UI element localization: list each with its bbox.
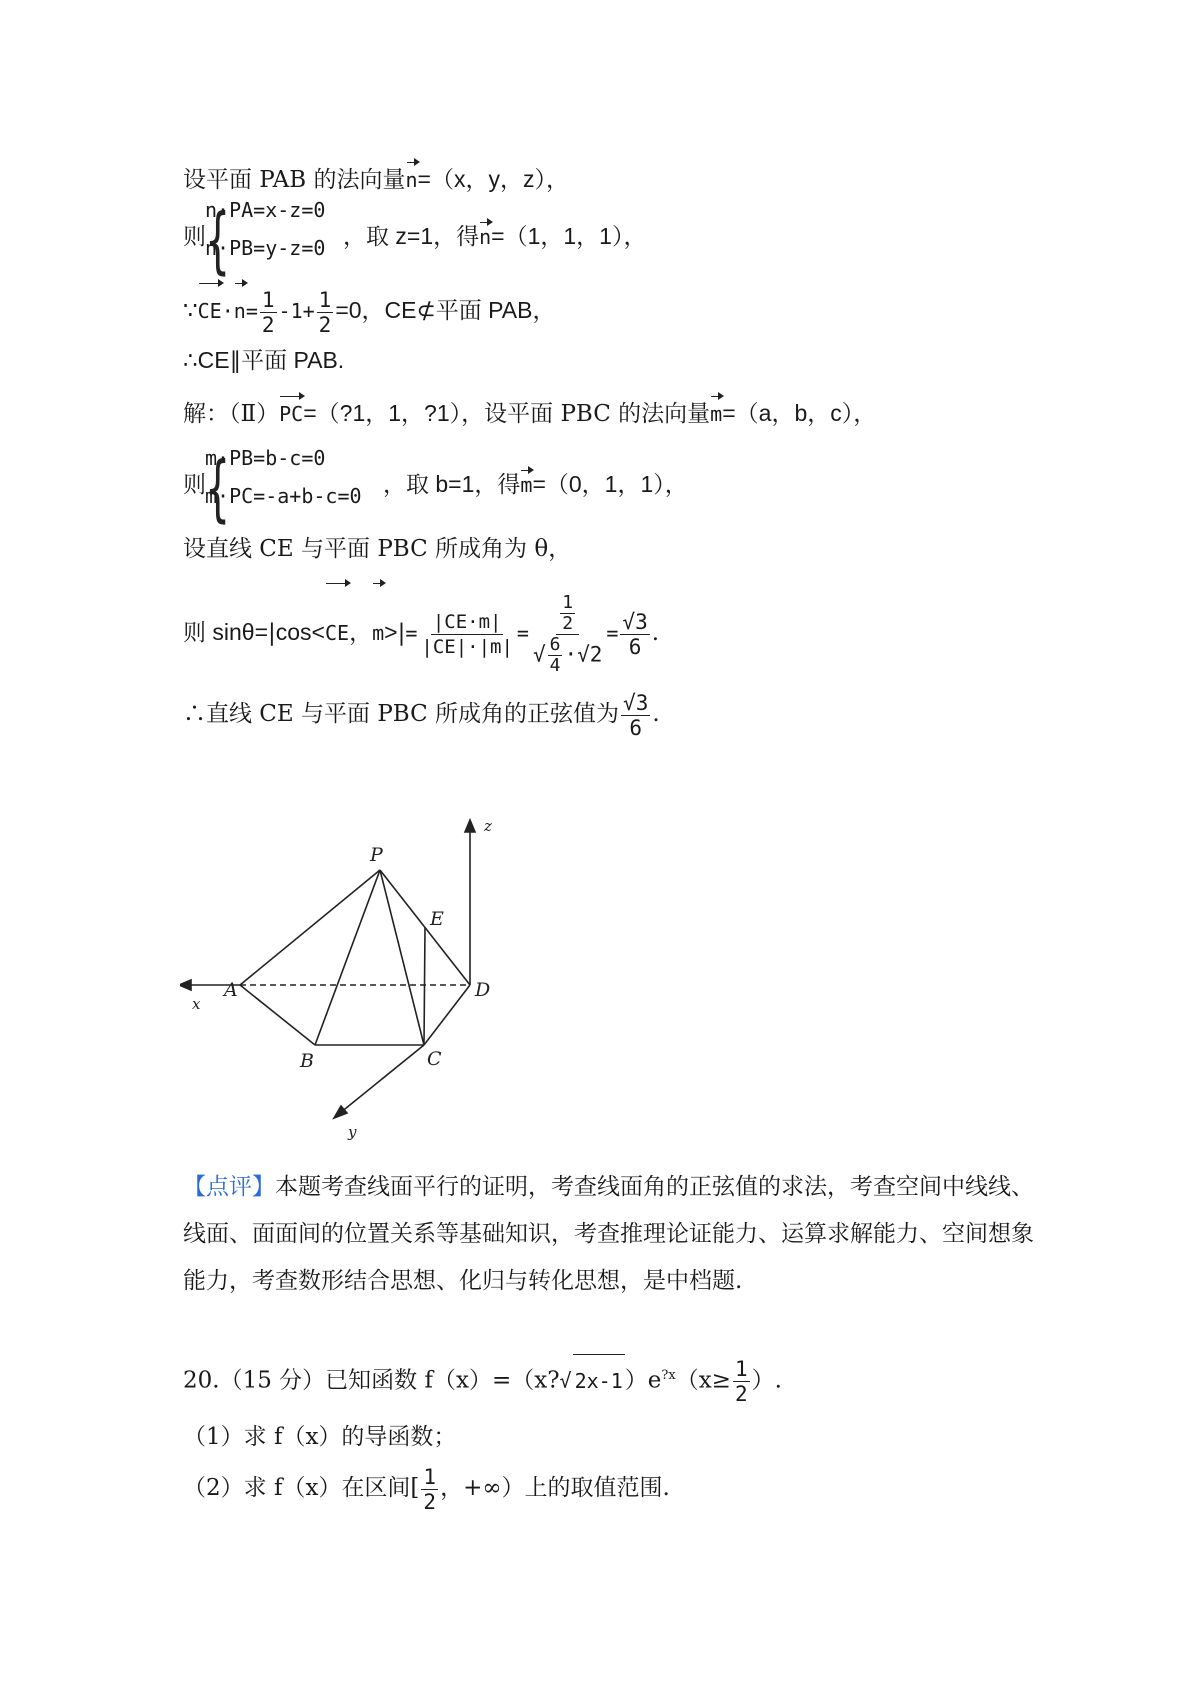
denominator: 6 [629,715,643,740]
denominator: 2 [261,312,275,337]
fraction [548,635,563,676]
problem-20-statement: 20.（15 分）已知函数 f（x）=（x?√ $2x-1)e^{?x}(x\ge$ $\frac{1}{2}$ ）. [183,1350,782,1407]
equation: n·PB=y-z=0 [205,236,326,260]
fraction [317,288,334,337]
text: （x≥ [675,1367,731,1394]
label-p: P [370,844,383,866]
vector-m: m [372,586,384,681]
label-d: D [475,979,491,1001]
text: = [405,621,418,645]
fraction [620,610,649,659]
text: ，取 z=1，得 [343,223,480,249]
text: ? [547,1367,560,1394]
edge-cd [424,985,470,1045]
equation: n·PA=x-z=0 [205,198,326,222]
label-a: A [224,979,238,1001]
numerator: 6 [549,633,561,655]
problem-20-part-2 [183,1462,670,1514]
text: cos< [275,619,325,645]
equation: m·PC=-a+b-c=0 [205,484,362,508]
vector-n: n [479,225,492,249]
line-conclusion [183,688,660,740]
text: ， [349,620,373,646]
text-group [383,466,688,499]
y-axis [340,1045,424,1113]
fraction [733,1357,750,1406]
line-part-2 [183,398,876,429]
text: ?1，1，?1） [339,400,462,426]
text: ，+∞）上的取值范围. [440,1475,670,1501]
fraction [560,593,575,634]
vector-pc: PC [279,399,303,429]
line-ce-dot-n [183,285,555,337]
label-x-axis: x [192,995,201,1013]
text: ，取 b=1，得 [383,471,521,497]
vector-m: m [520,473,533,497]
text-group [343,218,646,251]
fraction [621,691,650,740]
line-normal-vector-pab [183,164,569,195]
denominator: 2 [423,1489,437,1514]
y-arrow-icon [334,1106,347,1118]
text: ，设平面 PBC 的法向量 [461,401,711,427]
vector-ce: CE [198,286,222,336]
comment-paragraph [183,1164,1043,1305]
vector-ce: CE [325,586,349,681]
edge-ce [424,927,425,1045]
text: =（0，1，1）， [532,471,688,497]
text: 20.（15 分）已知函数 f（x）=（x [183,1367,548,1394]
left-brace-icon: { [205,198,231,282]
numerator: √3 [622,609,648,634]
vector-n: n [234,286,246,336]
equation: m·PB=b-c=0 [205,446,326,470]
numerator: |CE·m| [432,610,502,633]
fraction [419,610,515,659]
compound-fraction [531,593,604,676]
left-brace-icon: { [205,446,231,530]
label-c: C [427,1048,442,1070]
numerator: 1 [423,1464,437,1489]
text: 则 sinθ= [183,619,269,645]
denominator: 2 [318,312,332,337]
text: = [516,621,529,645]
pyramid-figure [180,815,520,1155]
text: （2）求 f（x）在区间[ [183,1475,420,1501]
text: 解：（Ⅱ） [183,401,280,427]
text: =（1，1，1）， [491,223,647,249]
fraction [421,1465,438,1514]
text: 设平面 PAB 的法向量 [183,167,406,193]
numerator: 1 [734,1357,748,1382]
denominator: 2 [734,1382,748,1407]
label-b: B [300,1050,314,1072]
denominator: 2 [562,612,574,634]
text: > [384,619,398,645]
label-z-axis: z [484,817,492,835]
text: = [606,621,619,645]
text: -1+ [278,299,315,323]
denominator: |CE|·|m| [421,635,513,658]
edge-pc [380,870,424,1045]
text: =（x，y，z）， [417,166,569,192]
label-y-axis: y [348,1123,357,1141]
text: . [651,620,660,646]
comment-tag: 【点评】 [183,1174,275,1200]
vector-n: n [406,165,418,195]
numerator: 1 [318,287,332,312]
text: ∵ [183,298,198,324]
line-ce-parallel: ∴CE∥平面 PAB. [183,347,345,373]
text: =（a，b，c）， [722,400,877,426]
text: ）. [751,1367,782,1394]
denominator: 4 [549,654,561,676]
denominator: √ $\frac{6}{4}$ ·√2 [532,633,603,676]
text: =（ [303,400,340,426]
text: ·√2 [564,642,603,666]
exponent: ?x [661,1368,676,1383]
x-arrow-icon [180,980,191,990]
edge-ab [240,985,315,1045]
text: ∴直线 CE 与平面 PBC 所成角的正弦值为 [183,701,620,727]
z-arrow-icon [465,820,475,832]
problem-20-part-1: （1）求 f（x）的导函数； [183,1424,457,1450]
line-angle-theta: 设直线 CE 与平面 PBC 所成角为 θ， [183,536,572,562]
line-sin-theta: 则 sinθ=|cos<CE，m>|= $\frac{|CE\cdot m|}{|CE|\cdot|m|}$ = $\frac{1}{2}$ √ $\frac{6}{4}$ ·√2 = $\frac{√3}{6}$ . [183,585,659,681]
denominator: 6 [628,634,642,659]
text: 则 [183,224,206,250]
comment-text: 本题考查线面平行的证明，考查线面角的正弦值的求法，考查空间中线线、线面、面面间的位置关系等基础知识，考查推理论证能力、运算求解能力、空间想象能力，考查数形结合思想、化归与转化思想，是中档题. [183,1174,1034,1294]
numerator [556,593,579,635]
sqrt-argument: 2x-1 [573,1354,625,1407]
numerator: 1 [562,591,574,613]
numerator: 1 [261,287,275,312]
text: . [652,701,660,727]
text: · [221,299,234,323]
text: =0，CE⊄平面 PAB， [335,297,556,323]
text: 则 [183,472,206,498]
label-e: E [430,908,444,930]
text: ）e [624,1367,662,1394]
vector-m: m [710,399,722,429]
fraction [260,288,277,337]
numerator: √3 [623,690,649,715]
text: = [245,299,258,323]
